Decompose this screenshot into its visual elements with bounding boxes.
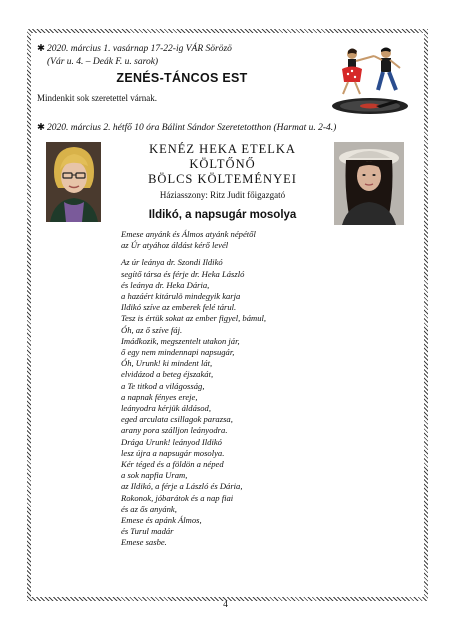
poem-line: elvidázod a beteg éjszakát, <box>121 369 214 380</box>
poems-title: BÖLCS KÖLTEMÉNYEI <box>148 172 297 186</box>
poem-line: az Ildikó, a férje a László és Dária, <box>121 481 243 492</box>
poem-line: Rokonok, jóbarátok és a nap fiai <box>121 492 234 503</box>
poem-line: Kér téged és a földön a néped <box>121 459 224 470</box>
poem-line: a napnak fényes ereje, <box>121 391 198 402</box>
poem-line: Tesz is értük sokat az ember figyel, bámul, <box>121 313 267 324</box>
poem-line: és az ős anyánk, <box>121 503 177 514</box>
event1-wish: Mindenkit sok szeretettel várnak. <box>37 93 157 103</box>
poet-title: KÖLTŐNŐ <box>189 157 256 171</box>
poem-line: a hazáért kitárulö mindegyik karja <box>121 291 241 302</box>
poem-line: és leánya dr. Heka Dária, <box>121 279 210 290</box>
poem-stanza-1 <box>121 229 351 251</box>
event1-info <box>37 43 327 69</box>
asterisk-bullet-icon: ✱ <box>37 123 45 133</box>
poem-stanza-2 <box>121 257 351 548</box>
portrait-photo-left <box>46 142 101 222</box>
asterisk-bullet-icon: ✱ <box>37 44 45 54</box>
poem-line: Imádkozik, megszentelt utakon jár, <box>121 335 240 346</box>
poem-line: lesz újra a napsugár mosolya. <box>121 447 225 458</box>
poem-line: ő egy nem mindennapi napsugár, <box>121 347 235 358</box>
poem-line: Emese sasbe. <box>121 537 167 548</box>
event1-date: 2020. március 1. vasárnap 17-22-ig VÁR Sörözö <box>47 44 232 54</box>
dancing-couple-illustration <box>330 44 410 116</box>
poem-line: leányodra kérjük áldásod, <box>121 403 211 414</box>
portrait-photo-right <box>334 142 404 225</box>
poem-line: Drága Urunk! leányod Ildikó <box>121 436 222 447</box>
poem-line: Az úr leánya dr. Szondi Ildikó <box>121 257 223 268</box>
poem-line: arany pora szálljon leányodra. <box>121 425 228 436</box>
page-number: 4 <box>223 600 228 610</box>
event1-address: (Vár u. 4. – Deák F. u. sarok) <box>47 57 159 67</box>
poem-line: segítő társa és férje dr. Heka László <box>121 268 245 279</box>
poem-line: az Úr atyához áldást kérő levél <box>121 240 229 251</box>
host-line: Háziasszony: Ritz Judit főigazgató <box>159 190 286 200</box>
poet-name: KENÉZ HEKA ETELKA <box>149 142 296 156</box>
poem-line: Ildikó szíve az emberek felé tárul. <box>121 302 237 313</box>
poem-line: eged arculata csillagok parazsa, <box>121 414 233 425</box>
poem-line: és Turul madár <box>121 526 174 537</box>
poem-line: a Te titkod a világosság, <box>121 380 205 391</box>
poem-line: Óh, az ő szíve fáj. <box>121 324 183 335</box>
poem-title: Ildikó, a napsugár mosolya <box>148 209 297 221</box>
event1-title: ZENÉS-TÁNCOS EST <box>116 71 248 85</box>
event2-date: 2020. március 2. hétfő 10 óra Bálint Sándor Szeretetotthon (Harmat u. 2-4.) <box>47 123 337 133</box>
poem-line: Emese és apánk Álmos, <box>121 515 202 526</box>
poem-line: a sok napfia Uram, <box>121 470 188 481</box>
poem-body <box>121 229 351 555</box>
poem-line: Emese anyánk és Álmos atyánk népétől <box>121 229 256 239</box>
poem-line: Óh, Urunk! ki mindent lát, <box>121 358 213 369</box>
poet-header <box>110 142 335 187</box>
event2-info <box>37 122 417 133</box>
